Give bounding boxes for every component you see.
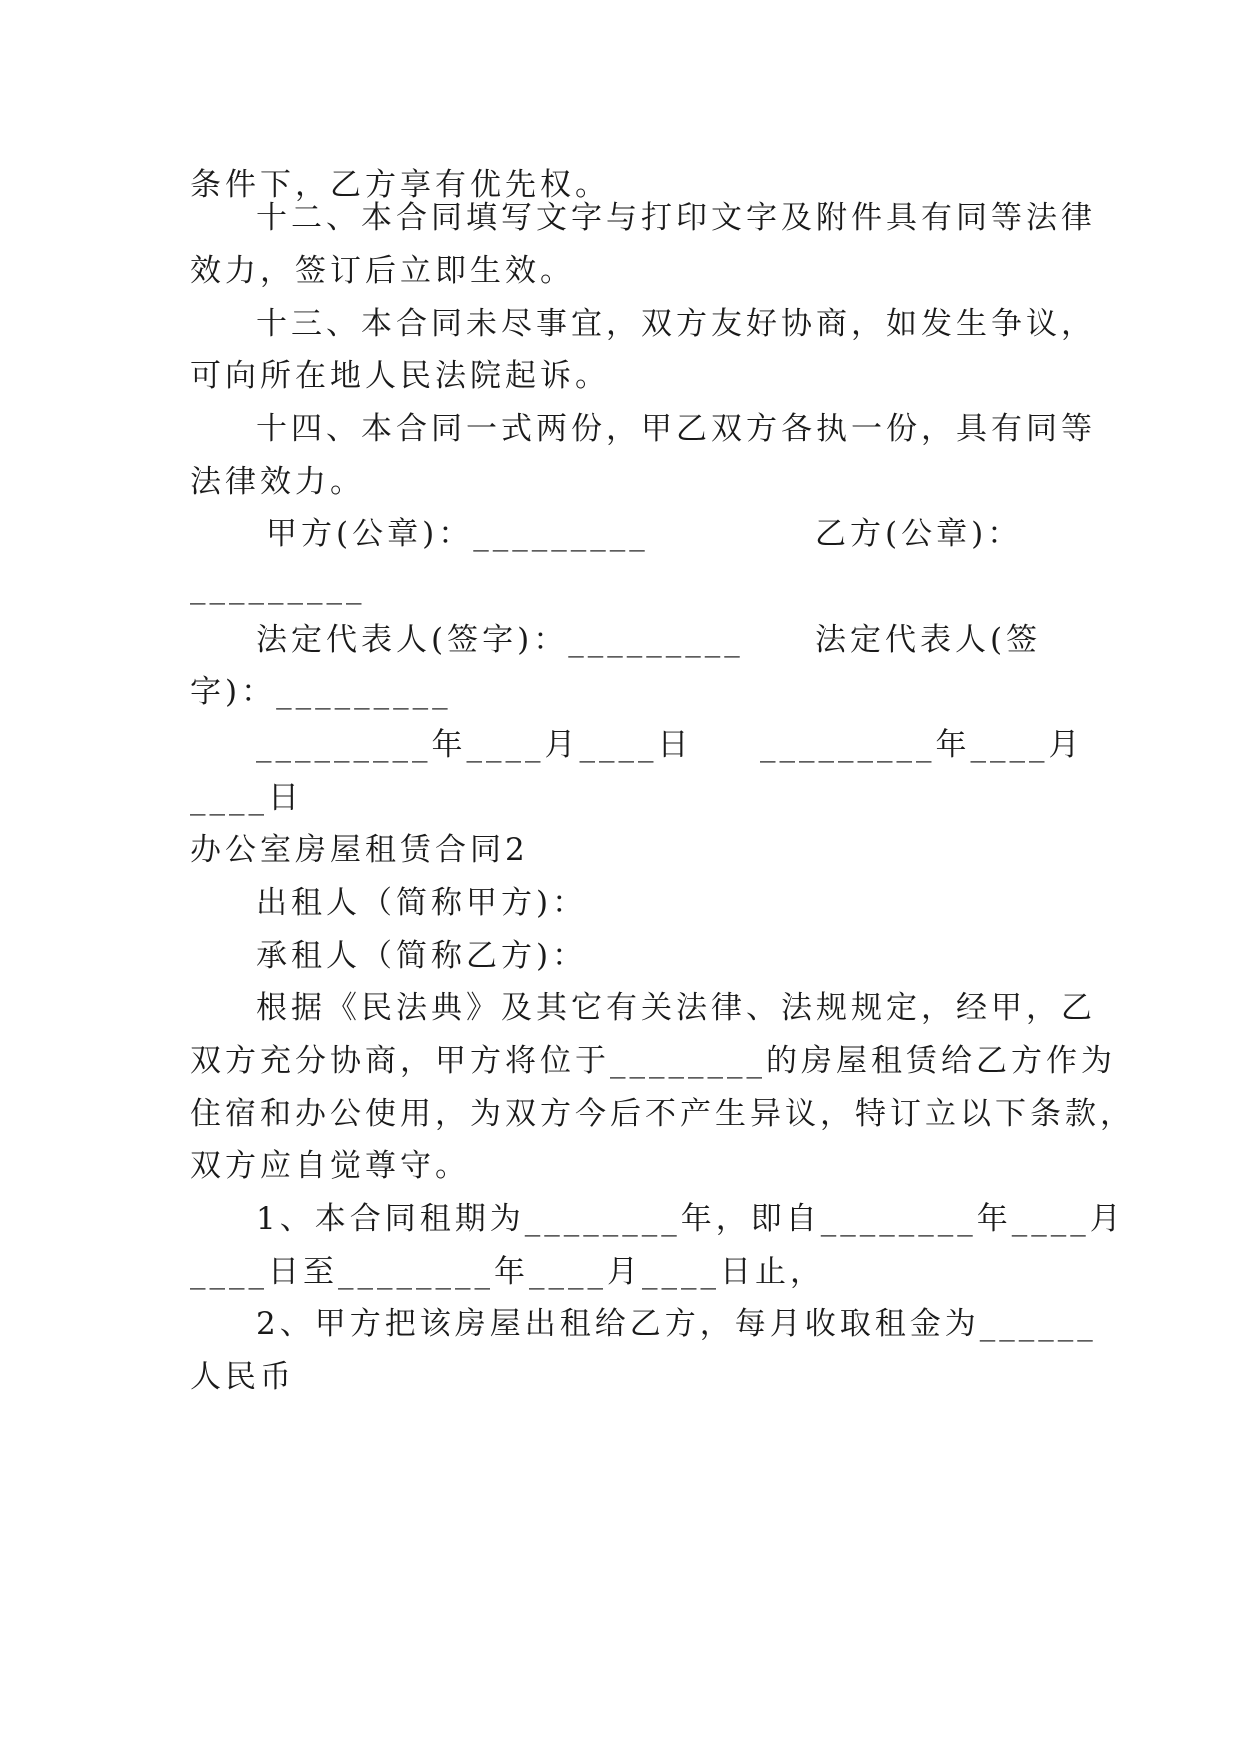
text-line-content: 字)：_________ <box>190 674 452 710</box>
text-line-content: 人民币 <box>190 1359 295 1395</box>
text-line <box>0 251 1241 291</box>
text-line-content: ____日至________年____月____日止， <box>190 1254 825 1290</box>
text-line-content: 条件下，乙方享有优先权。 <box>190 167 610 203</box>
text-line <box>0 936 1241 976</box>
text-line-content: 效力，签订后立即生效。 <box>190 253 575 289</box>
text-line <box>0 1304 1241 1344</box>
signature-line-representative <box>0 620 1241 660</box>
text-line <box>0 409 1241 449</box>
text-line <box>0 1041 1241 1081</box>
text-line-content: 可向所在地人民法院起诉。 <box>190 358 610 394</box>
text-line-content: 办公室房屋租赁合同2 <box>190 832 529 868</box>
text-line-content: 双方充分协商，甲方将位于________的房屋租赁给乙方作为 <box>190 1043 1116 1079</box>
text-line <box>0 1146 1241 1186</box>
text-line <box>0 1357 1241 1397</box>
contract-heading <box>0 830 1241 870</box>
text-line-content: 1、本合同租期为________年，即自________年____月 <box>256 1201 1125 1237</box>
text-line-content: 甲方(公章)：_________ <box>266 516 649 552</box>
text-line-content: 2、甲方把该房屋出租给乙方，每月收取租金为______ <box>256 1306 1097 1342</box>
text-line <box>0 462 1241 502</box>
text-line-content: 双方应自觉尊守。 <box>190 1148 470 1184</box>
text-line <box>0 1094 1241 1134</box>
text-line-content: ____日 <box>190 780 303 816</box>
text-line-content: 根据《民法典》及其它有关法律、法规规定，经甲，乙 <box>256 990 1096 1026</box>
text-line-content: _________年____月 <box>760 727 1084 763</box>
text-line-content: 法定代表人(签字)：_________ <box>256 622 744 658</box>
text-line <box>0 1199 1241 1239</box>
text-line-content: _________ <box>190 569 366 605</box>
text-line-content: 法定代表人(签 <box>815 622 1042 658</box>
text-line-content: 法律效力。 <box>190 464 365 500</box>
text-line <box>0 198 1241 238</box>
text-line-content: 承租人（简称乙方)： <box>256 938 588 974</box>
text-line <box>0 567 1241 607</box>
text-line-content: 十二、本合同填写文字与打印文字及附件具有同等法律 <box>256 200 1096 236</box>
text-line-content: 住宿和办公使用，为双方今后不产生异议，特订立以下条款， <box>190 1096 1135 1132</box>
text-line-content: _________年____月____日 <box>256 727 693 763</box>
text-line <box>0 1252 1241 1292</box>
text-line-content: 出租人（简称甲方)： <box>256 885 588 921</box>
date-line <box>0 725 1241 765</box>
text-line <box>0 356 1241 396</box>
signature-line-party-a <box>0 514 1241 554</box>
text-line <box>0 778 1241 818</box>
text-line <box>0 988 1241 1028</box>
text-line <box>0 672 1241 712</box>
text-line-content: 十三、本合同未尽事宜，双方友好协商，如发生争议， <box>256 306 1096 342</box>
text-line <box>0 304 1241 344</box>
text-line-content: 十四、本合同一式两份，甲乙双方各执一份，具有同等 <box>256 411 1096 447</box>
text-line-content: 乙方(公章)： <box>815 516 1023 552</box>
text-line <box>0 883 1241 923</box>
